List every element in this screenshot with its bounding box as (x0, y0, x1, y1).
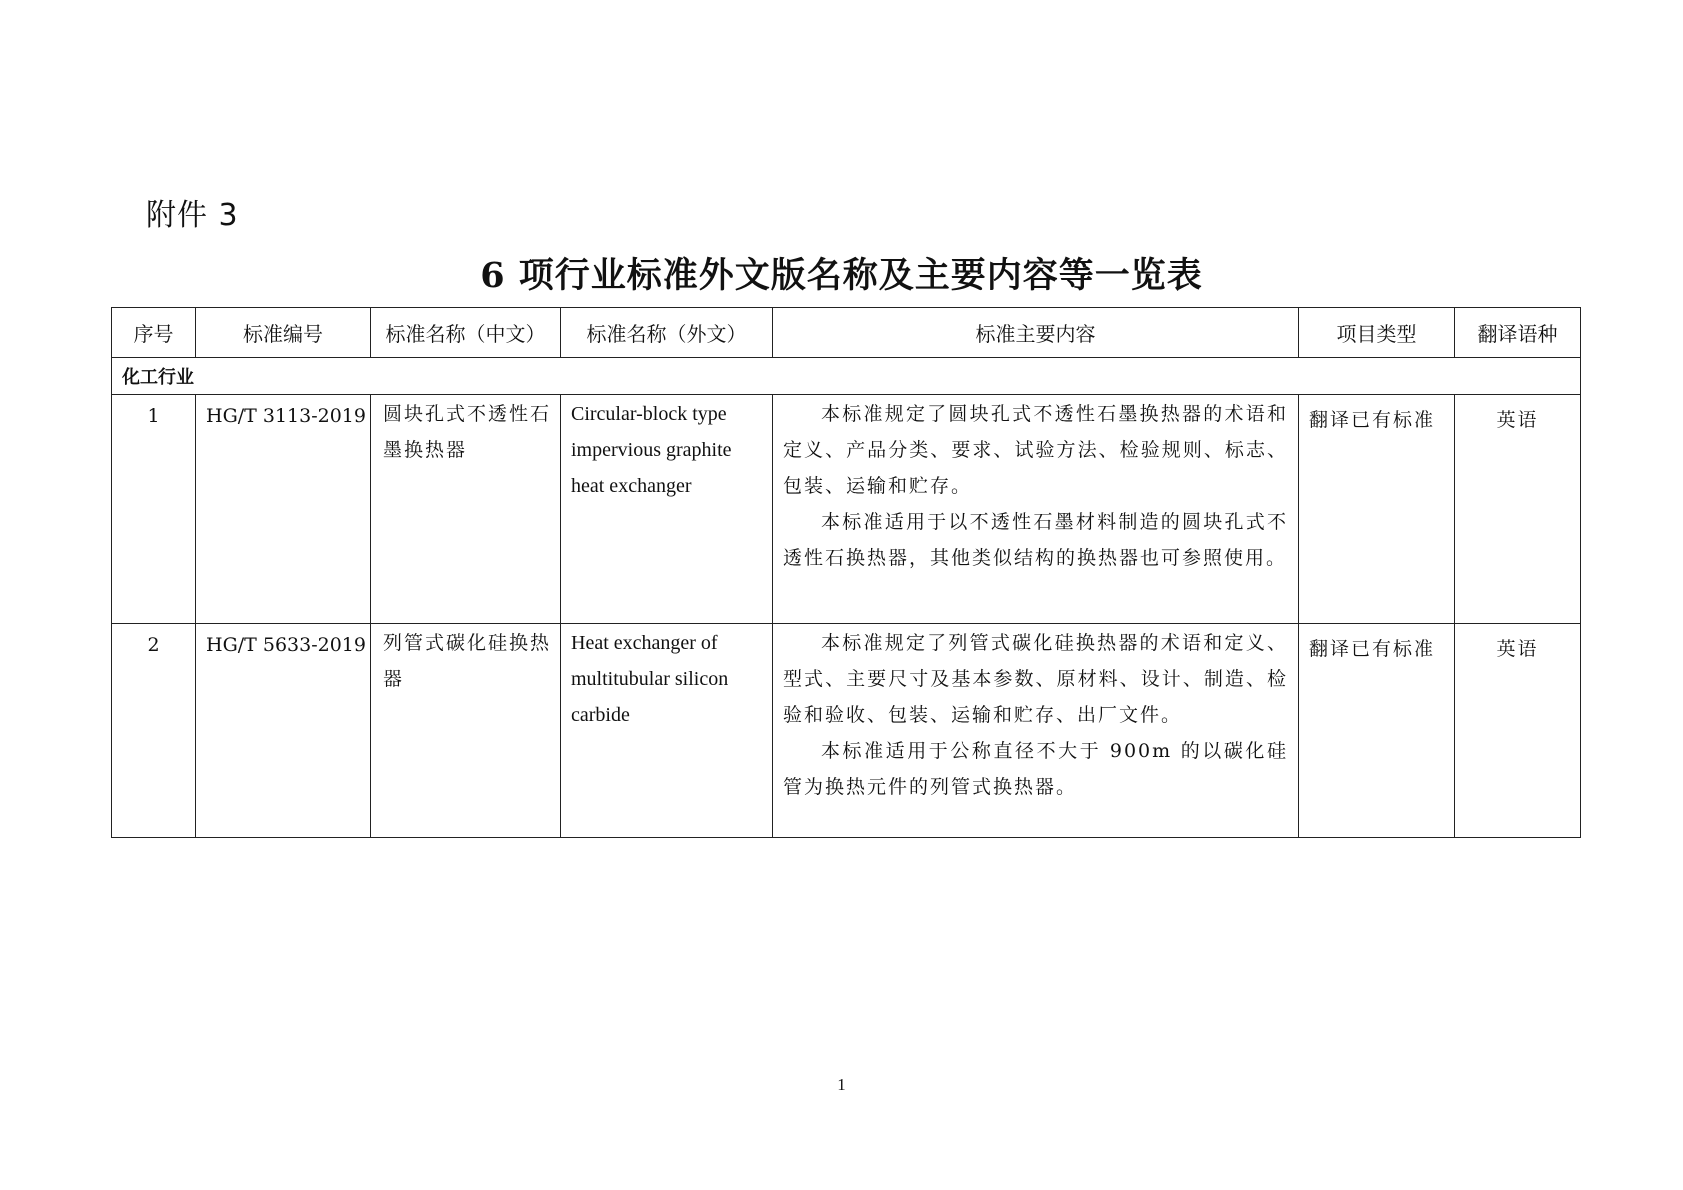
table-row (112, 624, 1581, 838)
row-name-en: Circular-block type impervious graphite heat exchanger (561, 395, 773, 624)
row-name-zh: 圆块孔式不透性石墨换热器 (371, 395, 561, 624)
standards-table (111, 307, 1581, 838)
column-header-name-zh: 标准名称（中文） (371, 308, 561, 358)
row-project-type: 翻译已有标准 (1299, 395, 1455, 624)
category-row (112, 358, 1581, 395)
row-standard-code: HG/T 3113-2019 (196, 395, 371, 624)
column-header-seq: 序号 (112, 308, 196, 358)
row-content (773, 624, 1299, 838)
column-header-language: 翻译语种 (1455, 308, 1581, 358)
content-paragraph: 本标准适用于公称直径不大于 900m 的以碳化硅管为换热元件的列管式换热器。 (783, 740, 1288, 798)
row-language: 英语 (1455, 624, 1581, 838)
table-row (112, 395, 1581, 624)
document-title: 6 项行业标准外文版名称及主要内容等一览表 (480, 255, 1203, 296)
row-standard-code: HG/T 5633-2019 (196, 624, 371, 838)
page-number: 1 (837, 1075, 846, 1094)
content-paragraph: 本标准规定了列管式碳化硅换热器的术语和定义、型式、主要尺寸及基本参数、原材料、设计、制造、检验和验收、包装、运输和贮存、出厂文件。 (783, 632, 1288, 726)
row-seq: 1 (112, 395, 196, 624)
column-header-code: 标准编号 (196, 308, 371, 358)
column-header-content: 标准主要内容 (773, 308, 1299, 358)
content-paragraph: 本标准适用于以不透性石墨材料制造的圆块孔式不透性石换热器，其他类似结构的换热器也可参照使用。 (783, 511, 1288, 569)
attachment-label: 附件 3 (146, 198, 239, 233)
row-seq: 2 (112, 624, 196, 838)
row-content (773, 395, 1299, 624)
column-header-project-type: 项目类型 (1299, 308, 1455, 358)
column-header-name-en: 标准名称（外文） (561, 308, 773, 358)
row-language: 英语 (1455, 395, 1581, 624)
table-header-row (112, 308, 1581, 358)
row-name-zh: 列管式碳化硅换热器 (371, 624, 561, 838)
row-project-type: 翻译已有标准 (1299, 624, 1455, 838)
content-paragraph: 本标准规定了圆块孔式不透性石墨换热器的术语和定义、产品分类、要求、试验方法、检验规则、标志、包装、运输和贮存。 (783, 403, 1288, 497)
category-label: 化工行业 (112, 358, 1581, 395)
row-name-en: Heat exchanger of multitubular silicon carbide (561, 624, 773, 838)
